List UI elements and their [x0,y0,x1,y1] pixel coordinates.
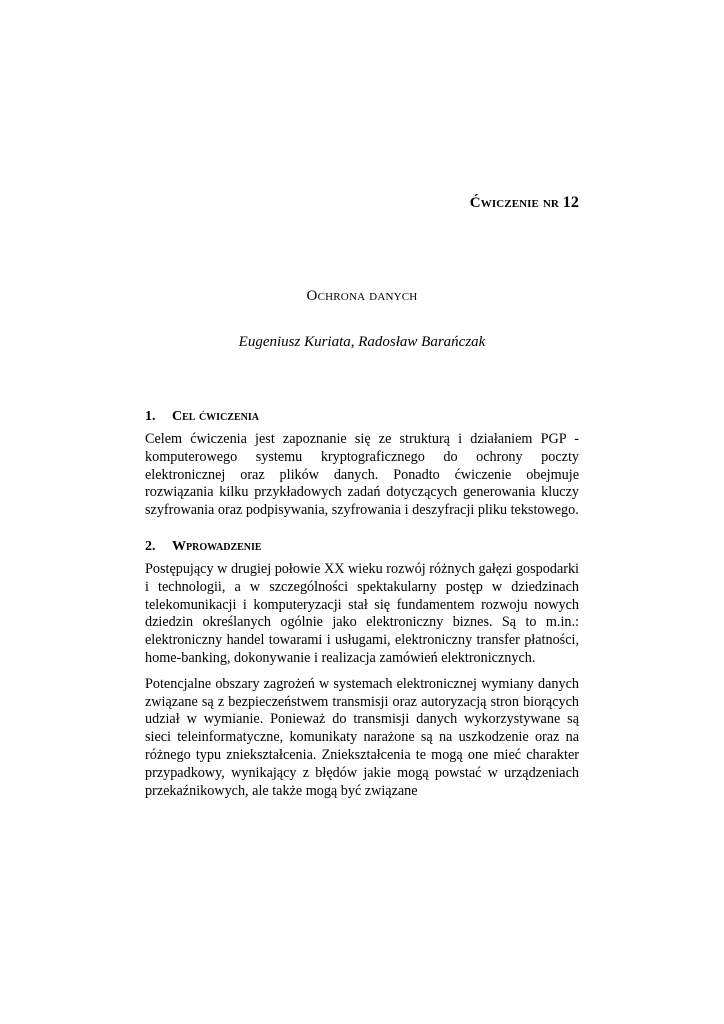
paragraph: Celem ćwiczenia jest zapoznanie się ze strukturą i działaniem PGP - komputerowego systemu kryptograficznego do ochrony poczty elektronicznej oraz plików danych. Ponadto ćwiczenie obejmuje rozwiązania kilku przykładowych zadań dotyczących generowania kluczy szyfrowania oraz podpisywania, szyfrowania i deszyfracji pliku tekstowego. [145,431,579,519]
section-heading [145,538,579,556]
paragraph: Potencjalne obszary zagrożeń w systemach elektronicznej wymiany danych związane są z bezpieczeństwem transmisji oraz autoryzacją stron biorących udział w wymianie. Ponieważ do transmisji danych wykorzystywane są sieci teleinformatyczne, komunikaty narażone są na uszkodzenie oraz na różnego typu zniekształcenia. Zniekształcenia te mogą one mieć charakter przypadkowy, wynikający z błędów jakie mogą powstać w urządzeniach przekaźnikowych, ale także mogą być związane [145,675,579,799]
section-number: 2. [145,538,156,554]
paragraph: Postępujący w drugiej połowie XX wieku rozwój różnych gałęzi gospodarki i technologii, a w szczególności spektakularny postęp w dziedzinach telekomunikacji i komputeryzacji stał się fundamentem rozwoju nowych dziedzin określanych ogólnie jako elektroniczny biznes. Są to m.in.: elektroniczny handel towarami i usługami, elektroniczny transfer płatności, home-banking, dokonywanie i realizacja zamówień elektronicznych. [145,560,579,666]
exercise-header [470,194,579,212]
section-heading [145,408,579,426]
section-title: Cel ćwiczenia [172,409,259,424]
exercise-label: Ćwiczenie nr [469,195,559,211]
authors-line: Eugeniusz Kuriata, Radosław Barańczak [238,334,486,350]
section-title: Wprowadzenie [172,538,262,554]
exercise-number: 12 [562,194,579,211]
document-title: Ochrona danych [306,288,418,304]
section-number: 1. [145,409,156,424]
document-body [145,408,579,800]
